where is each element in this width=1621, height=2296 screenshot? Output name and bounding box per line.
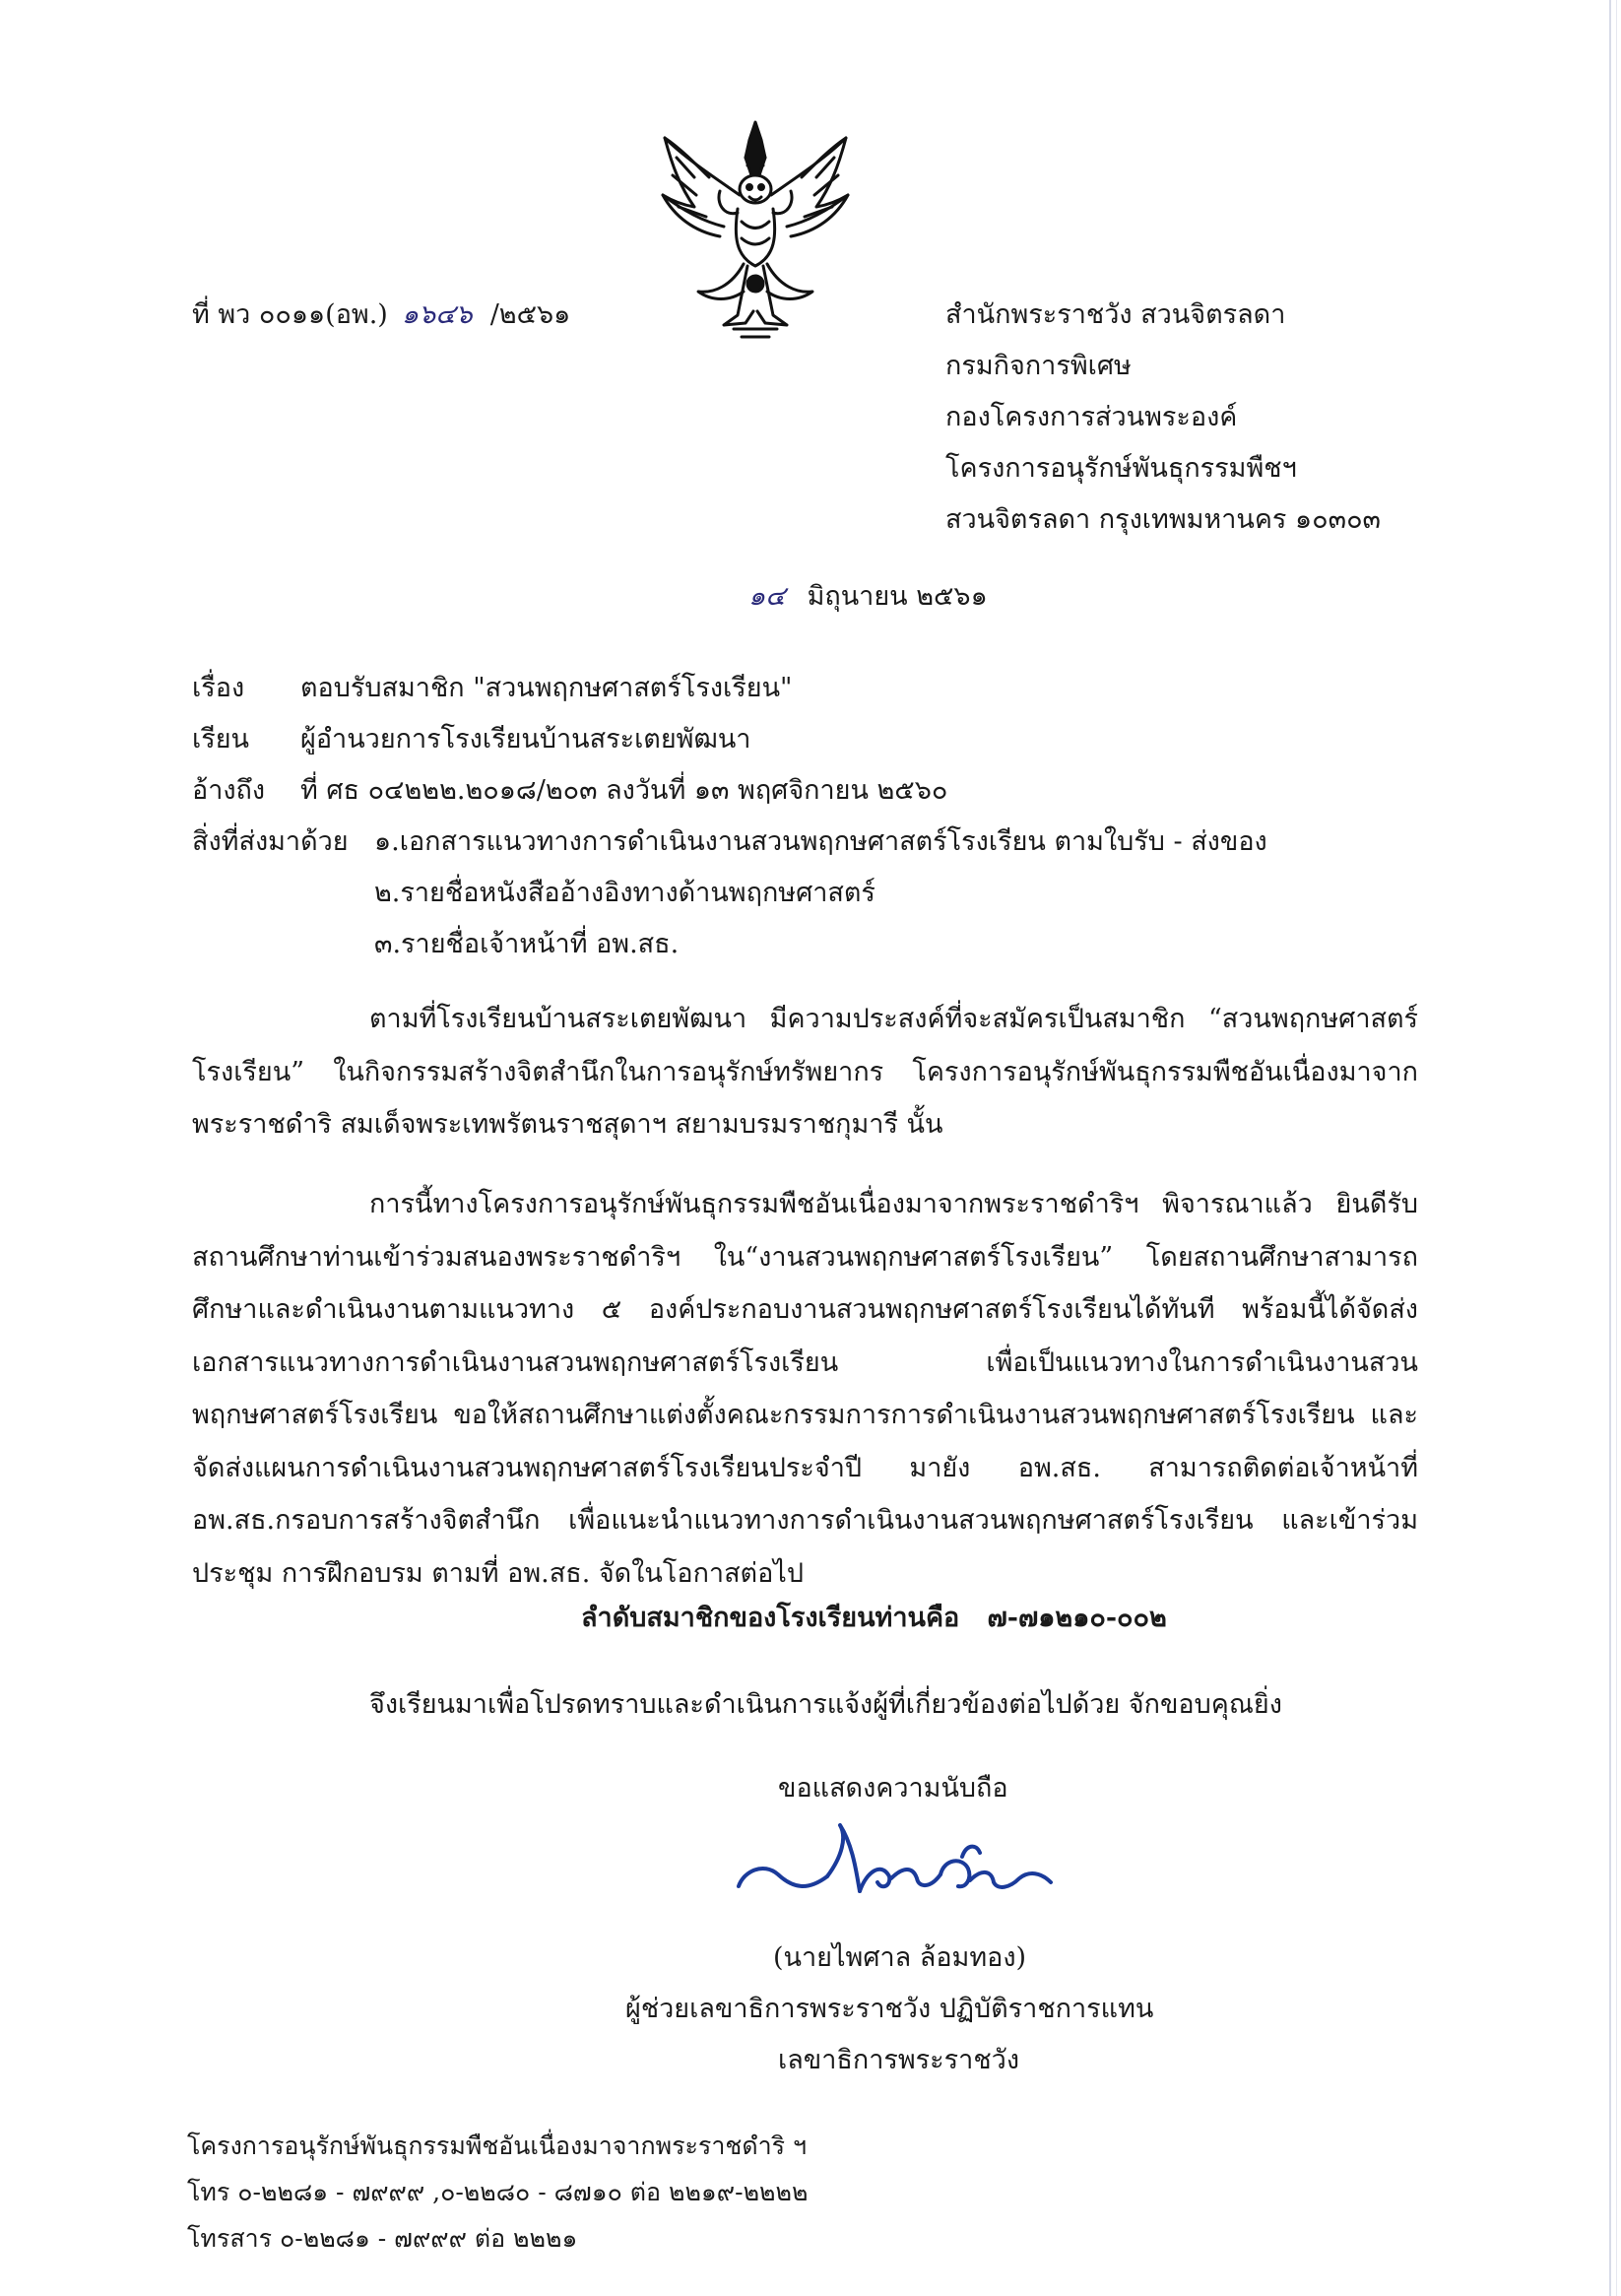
subject-text: ตอบรับสมาชิก "สวนพฤกษศาสตร์โรงเรียน": [300, 673, 793, 703]
sender-line-1: สำนักพระราชวัง สวนจิตรลดา: [945, 299, 1286, 330]
footer-phone: โทร ๐-๒๒๘๑ - ๗๙๙๙ ,๐-๒๒๘๐ - ๘๗๑๐ ต่อ ๒๒๑๙-๒๒๒๒: [187, 2178, 809, 2206]
handwritten-signature-icon: [734, 1817, 1059, 1926]
closing-sentence: จึงเรียนมาเพื่อโปรดทราบและดำเนินการแจ้งผู้ที่เกี่ยวข้องต่อไปด้วย จักขอบคุณยิ่ง: [369, 1689, 1282, 1720]
doc-number-handwritten: ๑๖๔๖: [401, 299, 473, 330]
date-day-handwritten: ๑๔: [748, 581, 786, 612]
paragraph-2-text: การนี้ทางโครงการอนุรักษ์พันธุกรรมพืชอันเนื่องมาจากพระราชดำริฯ พิจารณาแล้ว ยินดีรับสถานศึกษาท่านเข้าร่วมสนองพระราชดำริฯ ใน“งานสวนพฤกษศาสตร์โรงเรียน” โดยสถานศึกษาสามารถศึกษาและดำเนินงานตามแนวทาง ๕ องค์ประกอบงานสวนพฤกษศาสตร์โรงเรียนได้ทันที พร้อมนี้ได้จัดส่งเอกสารแนวทางการดำเนินงานสวนพฤกษศาสตร์โรงเรียน เพื่อเป็นแนวทางในการดำเนินงานสวนพฤกษศาสตร์โรงเรียน ขอให้สถานศึกษาแต่งตั้งคณะกรรมการการดำเนินงานสวนพฤกษศาสตร์โรงเรียน และจัดส่งแผนการดำเนินงานสวนพฤกษศาสตร์โรงเรียนประจำปี มายัง อพ.สธ. สามารถติดต่อเจ้าหน้าที่ อพ.สธ.กรอบการสร้างจิตสำนึก เพื่อแนะนำแนวทางการดำเนินงานสวนพฤกษศาสตร์โรงเรียน และเข้าร่วมประชุม การฝึกอบรม ตามที่ อพ.สธ. จัดในโอกาสต่อไป: [192, 1189, 1418, 1589]
signatory-title-1: ผู้ช่วยเลขาธิการพระราชวัง ปฏิบัติราชการแทน: [625, 1994, 1154, 2024]
doc-number-prefix: ที่ พว ๐๐๑๑(อพ.): [192, 299, 388, 330]
sender-line-4: โครงการอนุรักษ์พันธุกรรมพืชฯ: [945, 453, 1297, 484]
date-month-year: มิถุนายน ๒๕๖๑: [807, 581, 988, 612]
paragraph-1-text: ตามที่โรงเรียนบ้านสระเตยพัฒนา มีความประสงค์ที่จะสมัครเป็นสมาชิก “สวนพฤกษศาสตร์โรงเรียน” ในกิจกรรมสร้างจิตสำนึกในการอนุรักษ์ทรัพยากร โครงการอนุรักษ์พันธุกรรมพืชอันเนื่องมาจากพระราชดำริ สมเด็จพระเทพรัตนราชสุดาฯ สยามบรมราชกุมารี นั้น: [192, 1004, 1418, 1140]
document-number: [192, 299, 570, 331]
enclosure-item-3: ๓.รายชื่อเจ้าหน้าที่ อพ.สธ.: [374, 929, 680, 959]
member-number: ๗-๗๑๒๑๐-๐๐๒: [987, 1603, 1167, 1633]
enclosure-item-2: ๒.รายชื่อหนังสืออ้างอิงทางด้านพฤกษศาสตร์: [374, 878, 875, 908]
body-paragraph-2: [192, 1178, 1418, 1600]
body-paragraph-1: [192, 993, 1418, 1151]
salutation: ขอแสดงความนับถือ: [778, 1773, 1008, 1804]
sender-line-2: กรมกิจการพิเศษ: [945, 351, 1132, 381]
to-label: เรียน: [192, 724, 250, 754]
footer-fax: โทรสาร ๐-๒๒๘๑ - ๗๙๙๙ ต่อ ๒๒๒๑: [187, 2224, 578, 2253]
signatory-title-2: เลขาธิการพระราชวัง: [778, 2045, 1020, 2075]
page-edge-line: [1609, 0, 1611, 2296]
member-number-label: ลำดับสมาชิกของโรงเรียนท่านคือ: [581, 1603, 960, 1633]
garuda-emblem-icon: [655, 118, 857, 345]
footer-line-1: โครงการอนุรักษ์พันธุกรรมพืชอันเนื่องมาจากพระราชดำริ ฯ: [187, 2132, 808, 2160]
enclosures-label: สิ่งที่ส่งมาด้วย: [192, 826, 349, 857]
signatory-name: (นายไพศาล ล้อมทอง): [773, 1942, 1027, 1973]
subject-label: เรื่อง: [192, 673, 245, 703]
member-number-line: [581, 1603, 1167, 1634]
enclosure-item-1: ๑.เอกสารแนวทางการดำเนินงานสวนพฤกษศาสตร์โรงเรียน ตามใบรับ - ส่งของ: [374, 826, 1267, 857]
sender-line-3: กองโครงการส่วนพระองค์: [945, 402, 1238, 432]
sender-line-5: สวนจิตรลดา กรุงเทพมหานคร ๑๐๓๐๓: [945, 504, 1382, 535]
letter-date: [748, 581, 988, 613]
to-text: ผู้อำนวยการโรงเรียนบ้านสระเตยพัฒนา: [300, 724, 751, 754]
reference-text: ที่ ศธ ๐๔๒๒๒.๒๐๑๘/๒๐๓ ลงวันที่ ๑๓ พฤศจิกายน ๒๕๖๐: [300, 775, 948, 806]
doc-number-suffix: /๒๕๖๑: [489, 299, 571, 330]
page-edge-line-secondary: [1616, 0, 1617, 2296]
reference-label: อ้างถึง: [192, 775, 266, 806]
